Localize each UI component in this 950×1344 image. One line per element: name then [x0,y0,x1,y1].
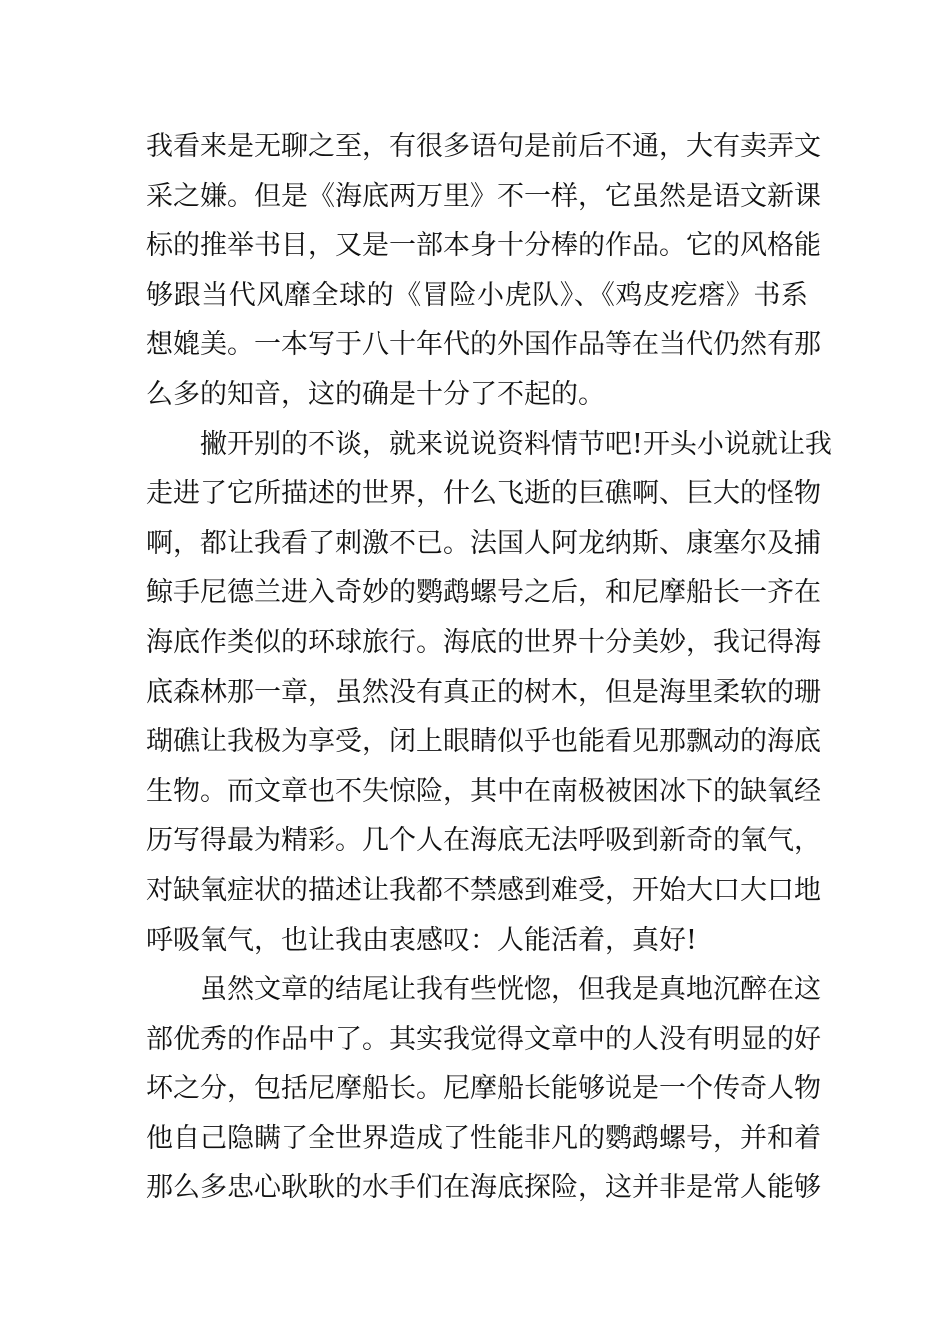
text-line: 鲸手尼德兰进入奇妙的鹦鹉螺号之后，和尼摩船长一齐在 [146,577,821,609]
body-text [146,122,832,1213]
text-line: 历写得最为精彩。几个人在海底无法呼吸到新奇的氧气， [146,825,821,857]
text-line: 么多的知音，这的确是十分了不起的。 [146,378,605,410]
text-line: 部优秀的作品中了。其实我觉得文章中的人没有明显的好 [146,1023,821,1055]
text-line: 啊，都让我看了刺激不已。法国人阿龙纳斯、康塞尔及捕 [146,527,821,559]
text-line: 想媲美。一本写于八十年代的外国作品等在当代仍然有那 [146,329,821,361]
text-line: 坏之分，包括尼摩船长。尼摩船长能够说是一个传奇人物 [146,1073,821,1105]
text-line: 底森林那一章，虽然没有真正的树木，但是海里柔软的珊 [146,676,821,708]
text-line: 撇开别的不谈，就来说说资料情节吧!开头小说就让我 [200,428,832,460]
text-line: 我看来是无聊之至，有很多语句是前后不通，大有卖弄文 [146,131,821,162]
text-line: 够跟当代风靡全球的《冒险小虎队》、《鸡皮疙瘩》书系 [146,279,808,311]
text-line: 标的推举书目，又是一部本身十分棒的作品。它的风格能 [146,230,821,262]
text-line: 他自己隐瞒了全世界造成了性能非凡的鹦鹉螺号，并和着 [146,1122,821,1154]
text-line: 呼吸氧气，也让我由衷感叹：人能活着，真好! [146,924,697,956]
text-line: 海底作类似的环球旅行。海底的世界十分美妙，我记得海 [146,626,821,658]
text-line: 虽然文章的结尾让我有些恍惚，但我是真地沉醉在这 [200,974,821,1006]
text-line: 那么多忠心耿耿的水手们在海底探险，这并非是常人能够 [146,1172,821,1204]
text-line: 生物。而文章也不失惊险，其中在南极被困冰下的缺氧经 [146,775,821,807]
text-line: 瑚礁让我极为享受，闭上眼睛似乎也能看见那飘动的海底 [146,726,821,758]
text-line: 采之嫌。但是《海底两万里》不一样，它虽然是语文新课 [146,180,821,212]
text-line: 走进了它所描述的世界，什么飞逝的巨礁啊、巨大的怪物 [146,478,821,510]
text-line: 对缺氧症状的描述让我都不禁感到难受，开始大口大口地 [146,874,821,906]
